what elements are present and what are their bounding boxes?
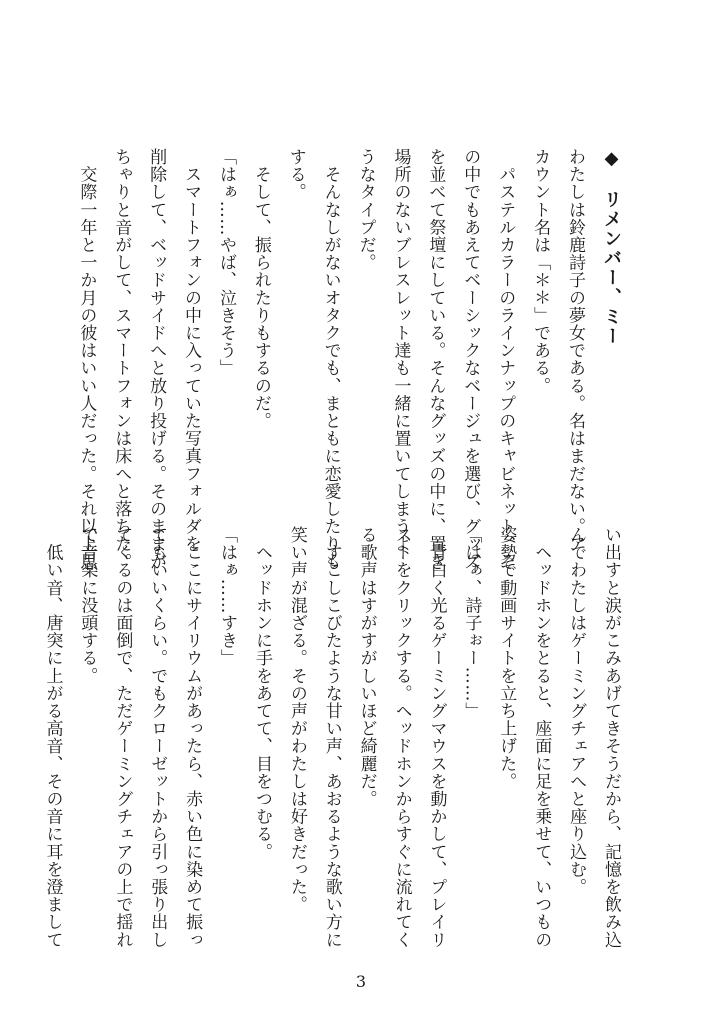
text-line: カウント名は「＊＊」である。 — [530, 148, 551, 395]
text-line: い出すと涙がこみあげてきそうだから、記憶を飲み込 — [601, 526, 621, 949]
bottom-text-block — [35, 526, 628, 949]
text-line: する。 — [285, 148, 306, 201]
text-line: ストをクリックする。ヘッドホンからすぐに流れてく — [391, 526, 412, 949]
text-line: 「はぁ、詩子ぉー……」 — [461, 526, 482, 720]
text-line: わたしは鈴鹿詩子の夢女である。名はまだない。ア — [565, 148, 585, 553]
text-line: 低い音、唐突に上がる高音、その音に耳を澄まして — [42, 526, 63, 949]
text-line: うなタイプだ。 — [355, 148, 376, 272]
text-line: ヘッドホンに手をあてて、目をつむる。 — [251, 526, 272, 861]
text-line: ヘッドホンをとると、座面に足を乗せて、いつもの — [531, 526, 552, 949]
text-line: て音楽に没頭する。 — [77, 526, 98, 685]
text-line: 削除して、ベッドサイドへと放り投げる。そのままが — [146, 148, 167, 571]
text-line: 笑い声が混ざる。その声がわたしは好きだった。 — [286, 526, 307, 914]
text-line: の中でもあえてベーシックなベージュを選び、グッズ — [460, 148, 481, 571]
text-line: んでわたしはゲーミングチェアへと座り込む。 — [566, 526, 587, 896]
text-line: 姿勢で動画サイトを立ち上げた。 — [496, 526, 517, 790]
page-number: 3 — [355, 972, 367, 991]
text-line: 場所のないブレスレット達も一緒に置いてしまうよ — [390, 148, 411, 553]
text-line: る歌声はすがすがしいほど綺麗だ。 — [356, 526, 377, 808]
text-line: 「はぁ……すき」 — [217, 526, 238, 667]
text-line: 青白く光るゲーミングマウスを動かして、プレイリ — [426, 526, 447, 949]
text-line: すこしこびたような甘い声、あおるような歌い方に — [321, 526, 342, 949]
text-line: ちゃりと音がして、スマートフォンは床へと落ちた。 — [111, 148, 132, 571]
text-line: てもいいくらい。でもクローゼットから引っ張り出し — [147, 526, 168, 949]
text-line: ここにサイリウムがあったら、赤い色に染めて振っ — [182, 526, 203, 949]
chapter-title: ◆ リメンバー、ミー — [601, 148, 622, 346]
text-line: 「はぁ……やば、泣きそう」 — [215, 148, 236, 377]
text-line: パステルカラーのラインナップのキャビネット、そ — [495, 148, 516, 571]
top-text-block — [68, 148, 592, 571]
text-line: てくるのは面倒で、ただゲーミングチェアの上で揺れ — [112, 526, 133, 949]
text-line: そして、振られたりもするのだ。 — [250, 148, 271, 430]
text-line: そんなしがないオタクでも、まともに恋愛したりも — [320, 148, 341, 571]
text-line: スマートフォンの中に入っていた写真フォルダを — [181, 148, 202, 553]
text-line: を並べて祭壇にしている。そんなグッズの中に、置き — [425, 148, 446, 571]
text-line: 交際一年と一か月の彼はいい人だった。それ以上思 — [76, 148, 97, 571]
